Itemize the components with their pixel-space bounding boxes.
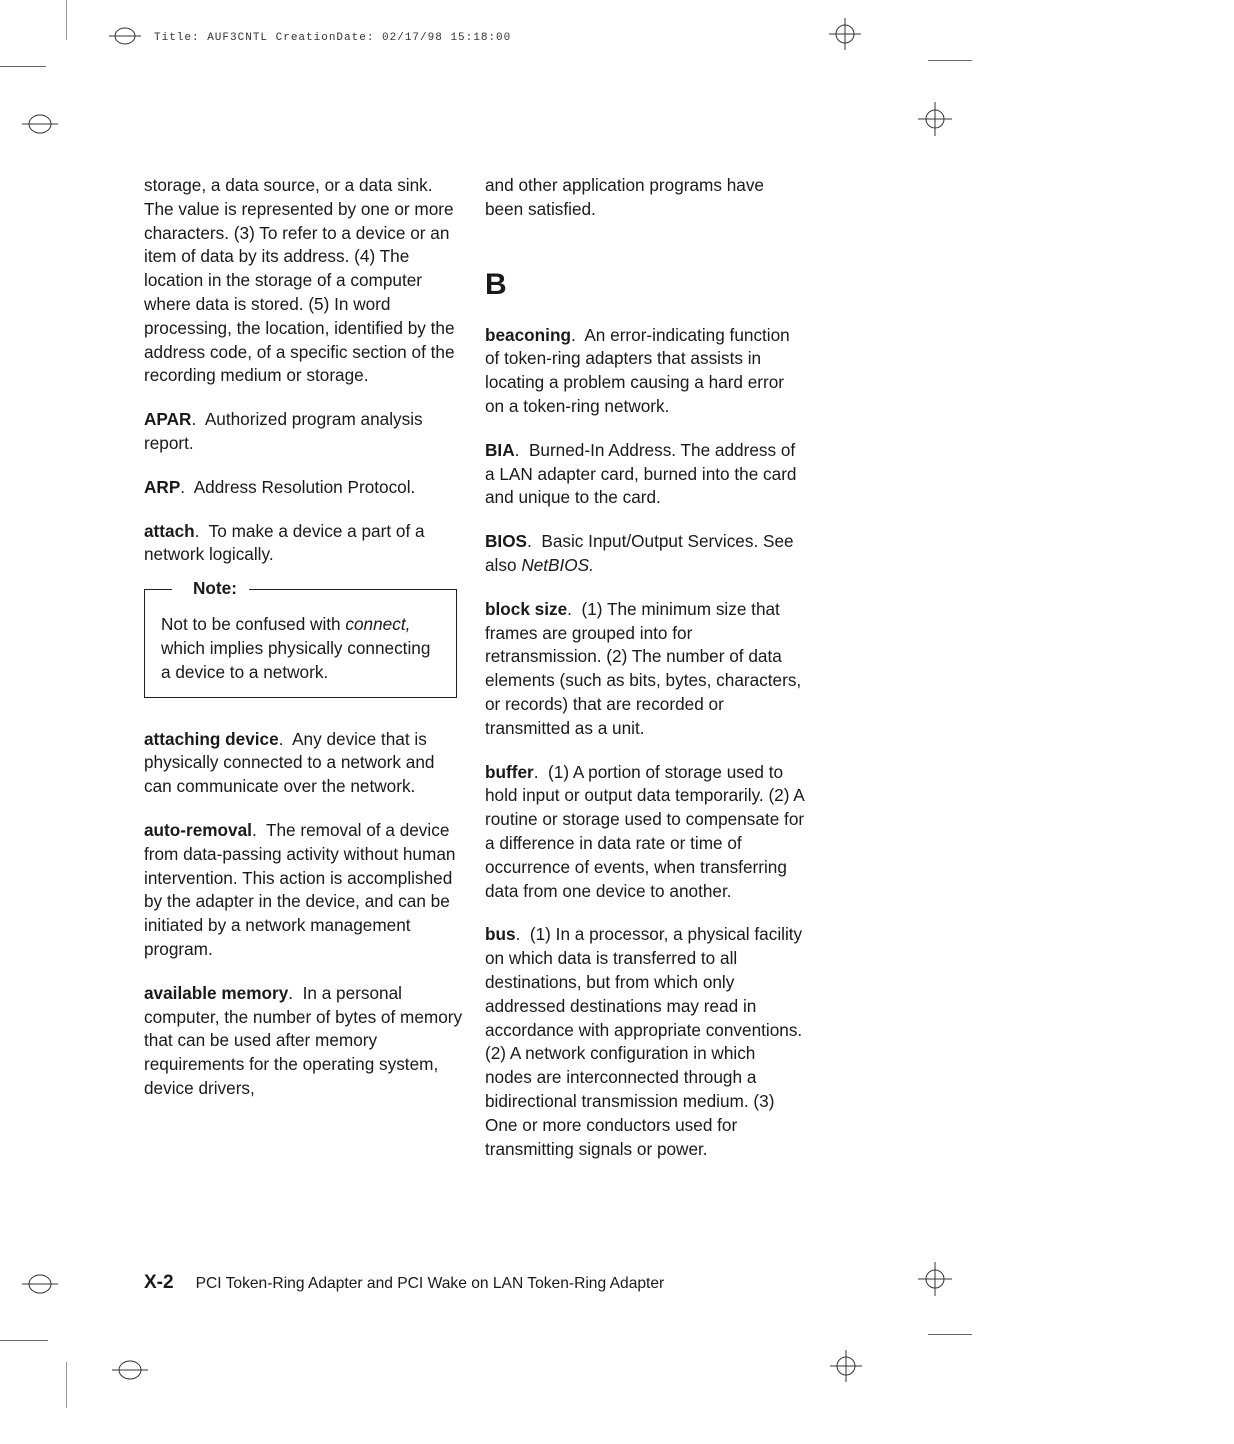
glossary-entry: BIOS. Basic Input/Output Services. See also NetBIOS.	[485, 531, 794, 575]
glossary-entry: attaching device. Any device that is physically connected to a network and can communicate over the network.	[144, 728, 435, 797]
glossary-entry: attach. To make a device a part of a network logically.	[144, 520, 425, 565]
entry-continuation: and other application programs have been satisfied.	[485, 175, 764, 219]
note-box	[144, 578, 457, 697]
crop-line	[928, 60, 972, 61]
entry-term: buffer	[485, 761, 534, 782]
glossary-entry: BIA. Burned-In Address. The address of a LAN adapter card, burned into the card and unique to the card.	[485, 439, 797, 508]
entry-term: attaching device	[144, 728, 279, 749]
entry-definition: In a personal computer, the number of bytes of memory that can be used after memory requirements for the operating system, device drivers,	[144, 982, 463, 1098]
crop-line	[928, 1334, 972, 1335]
entry-definition: Authorized program analysis report.	[144, 409, 423, 453]
page-footer	[144, 1272, 664, 1294]
document-header-title: Title: AUF3CNTL CreationDate: 02/17/98 15:18:00	[154, 32, 512, 44]
entry-definition: Burned-In Address. The address of a LAN adapter card, burned into the card and unique to the card.	[485, 439, 797, 508]
crosshair-mark-icon	[918, 1262, 952, 1296]
note-text: Not to be confused with	[161, 614, 346, 635]
registration-mark-icon	[22, 112, 58, 136]
entry-term: APAR	[144, 409, 192, 430]
entry-term: ARP	[144, 476, 181, 497]
crosshair-mark-icon	[829, 18, 861, 50]
note-text: which implies physically connecting a device to a network.	[161, 637, 431, 682]
crop-line	[66, 1362, 67, 1408]
entry-term: auto-removal	[144, 819, 252, 840]
entry-definition: Any device that is physically connected to a network and can communicate over the network.	[144, 728, 435, 797]
registration-mark-icon	[112, 1358, 148, 1382]
crosshair-mark-icon	[830, 1350, 862, 1382]
section-heading: B	[485, 267, 507, 301]
left-column	[144, 174, 464, 1121]
entry-cross-reference: NetBIOS.	[521, 554, 594, 575]
entry-definition: (1) The minimum size that frames are grouped into for retransmission. (2) The number of data elements (such as bits, bytes, characters, or records) that are recorded or transmitted as a unit.	[485, 598, 802, 738]
crosshair-mark-icon	[918, 102, 952, 136]
glossary-entry: beaconing. An error-indicating function of token-ring adapters that assists in locating a problem causing a hard error on a token-ring network.	[485, 324, 790, 416]
entry-term: attach	[144, 520, 195, 541]
entry-definition: To make a device a part of a network logically.	[144, 520, 425, 565]
entry-definition: (1) A portion of storage used to hold input or output data temporarily. (2) A routine or storage used to compensate for a difference in data rate or time of occurrence of events, when transferring data from one device to another.	[485, 761, 805, 901]
entry-continuation: storage, a data source, or a data sink. The value is represented by one or more characters. (3) To refer to a device or an item of data by its address. (4) The location in the storage of a computer where data is stored. (5) In word processing, the location, identified by the address code, of a specific section of the recording medium or storage.	[144, 175, 455, 386]
entry-definition: Basic Input/Output Services. See also	[485, 531, 794, 575]
glossary-entry: APAR. Authorized program analysis report.	[144, 409, 423, 453]
glossary-entry: bus. (1) In a processor, a physical facility on which data is transferred to all destinations, but from which only addressed destinations may read in accordance with appropriate conventions. (2) A network configuration in which nodes are interconnected through a bidirectional transmission medium. (3) One or more conductors used for transmitting signals or power.	[485, 924, 803, 1159]
note-text-italic: connect,	[345, 614, 411, 635]
entry-definition: An error-indicating function of token-ring adapters that assists in locating a problem causing a hard error on a token-ring network.	[485, 324, 790, 416]
page-number: X-2	[144, 1272, 174, 1293]
entry-term: block size	[485, 598, 568, 619]
note-border	[144, 589, 172, 590]
registration-mark-icon	[22, 1272, 58, 1296]
entry-term: bus	[485, 924, 516, 945]
crop-line	[0, 1340, 48, 1341]
glossary-entry: block size. (1) The minimum size that frames are grouped into for retransmission. (2) The number of data elements (such as bits, bytes, characters, or records) that are recorded or transmitted as a unit.	[485, 598, 802, 738]
note-border	[249, 589, 457, 590]
registration-mark-icon	[109, 24, 141, 48]
glossary-entry: auto-removal. The removal of a device from data-passing activity without human intervention. This action is accomplished by the adapter in the device, and can be initiated by a network management program.	[144, 819, 456, 959]
right-column	[485, 174, 805, 1181]
entry-term: beaconing	[485, 324, 571, 345]
crop-line	[0, 66, 46, 67]
book-title: PCI Token-Ring Adapter and PCI Wake on LAN Token-Ring Adapter	[195, 1275, 665, 1292]
glossary-entry: buffer. (1) A portion of storage used to hold input or output data temporarily. (2) A routine or storage used to compensate for a difference in data rate or time of occurrence of events, when transferring data from one device to another.	[485, 761, 805, 901]
entry-term: available memory	[144, 982, 289, 1003]
note-label: Note:	[189, 577, 241, 601]
entry-definition: Address Resolution Protocol.	[193, 476, 416, 497]
entry-definition: (1) In a processor, a physical facility on which data is transferred to all destinations, but from which only addressed destinations may read in accordance with appropriate conventions. (2) A network configuration in which nodes are interconnected through a bidirectional transmission medium. (3) One or more conductors used for transmitting signals or power.	[485, 924, 803, 1159]
entry-definition: The removal of a device from data-passing activity without human intervention. This action is accomplished by the adapter in the device, and can be initiated by a network management program.	[144, 819, 456, 959]
entry-term: BIOS	[485, 531, 528, 552]
glossary-entry: available memory. In a personal computer, the number of bytes of memory that can be used after memory requirements for the operating system, device drivers,	[144, 982, 463, 1098]
glossary-entry: ARP. Address Resolution Protocol.	[144, 476, 416, 497]
entry-term: BIA	[485, 439, 515, 460]
crop-line	[66, 0, 67, 40]
